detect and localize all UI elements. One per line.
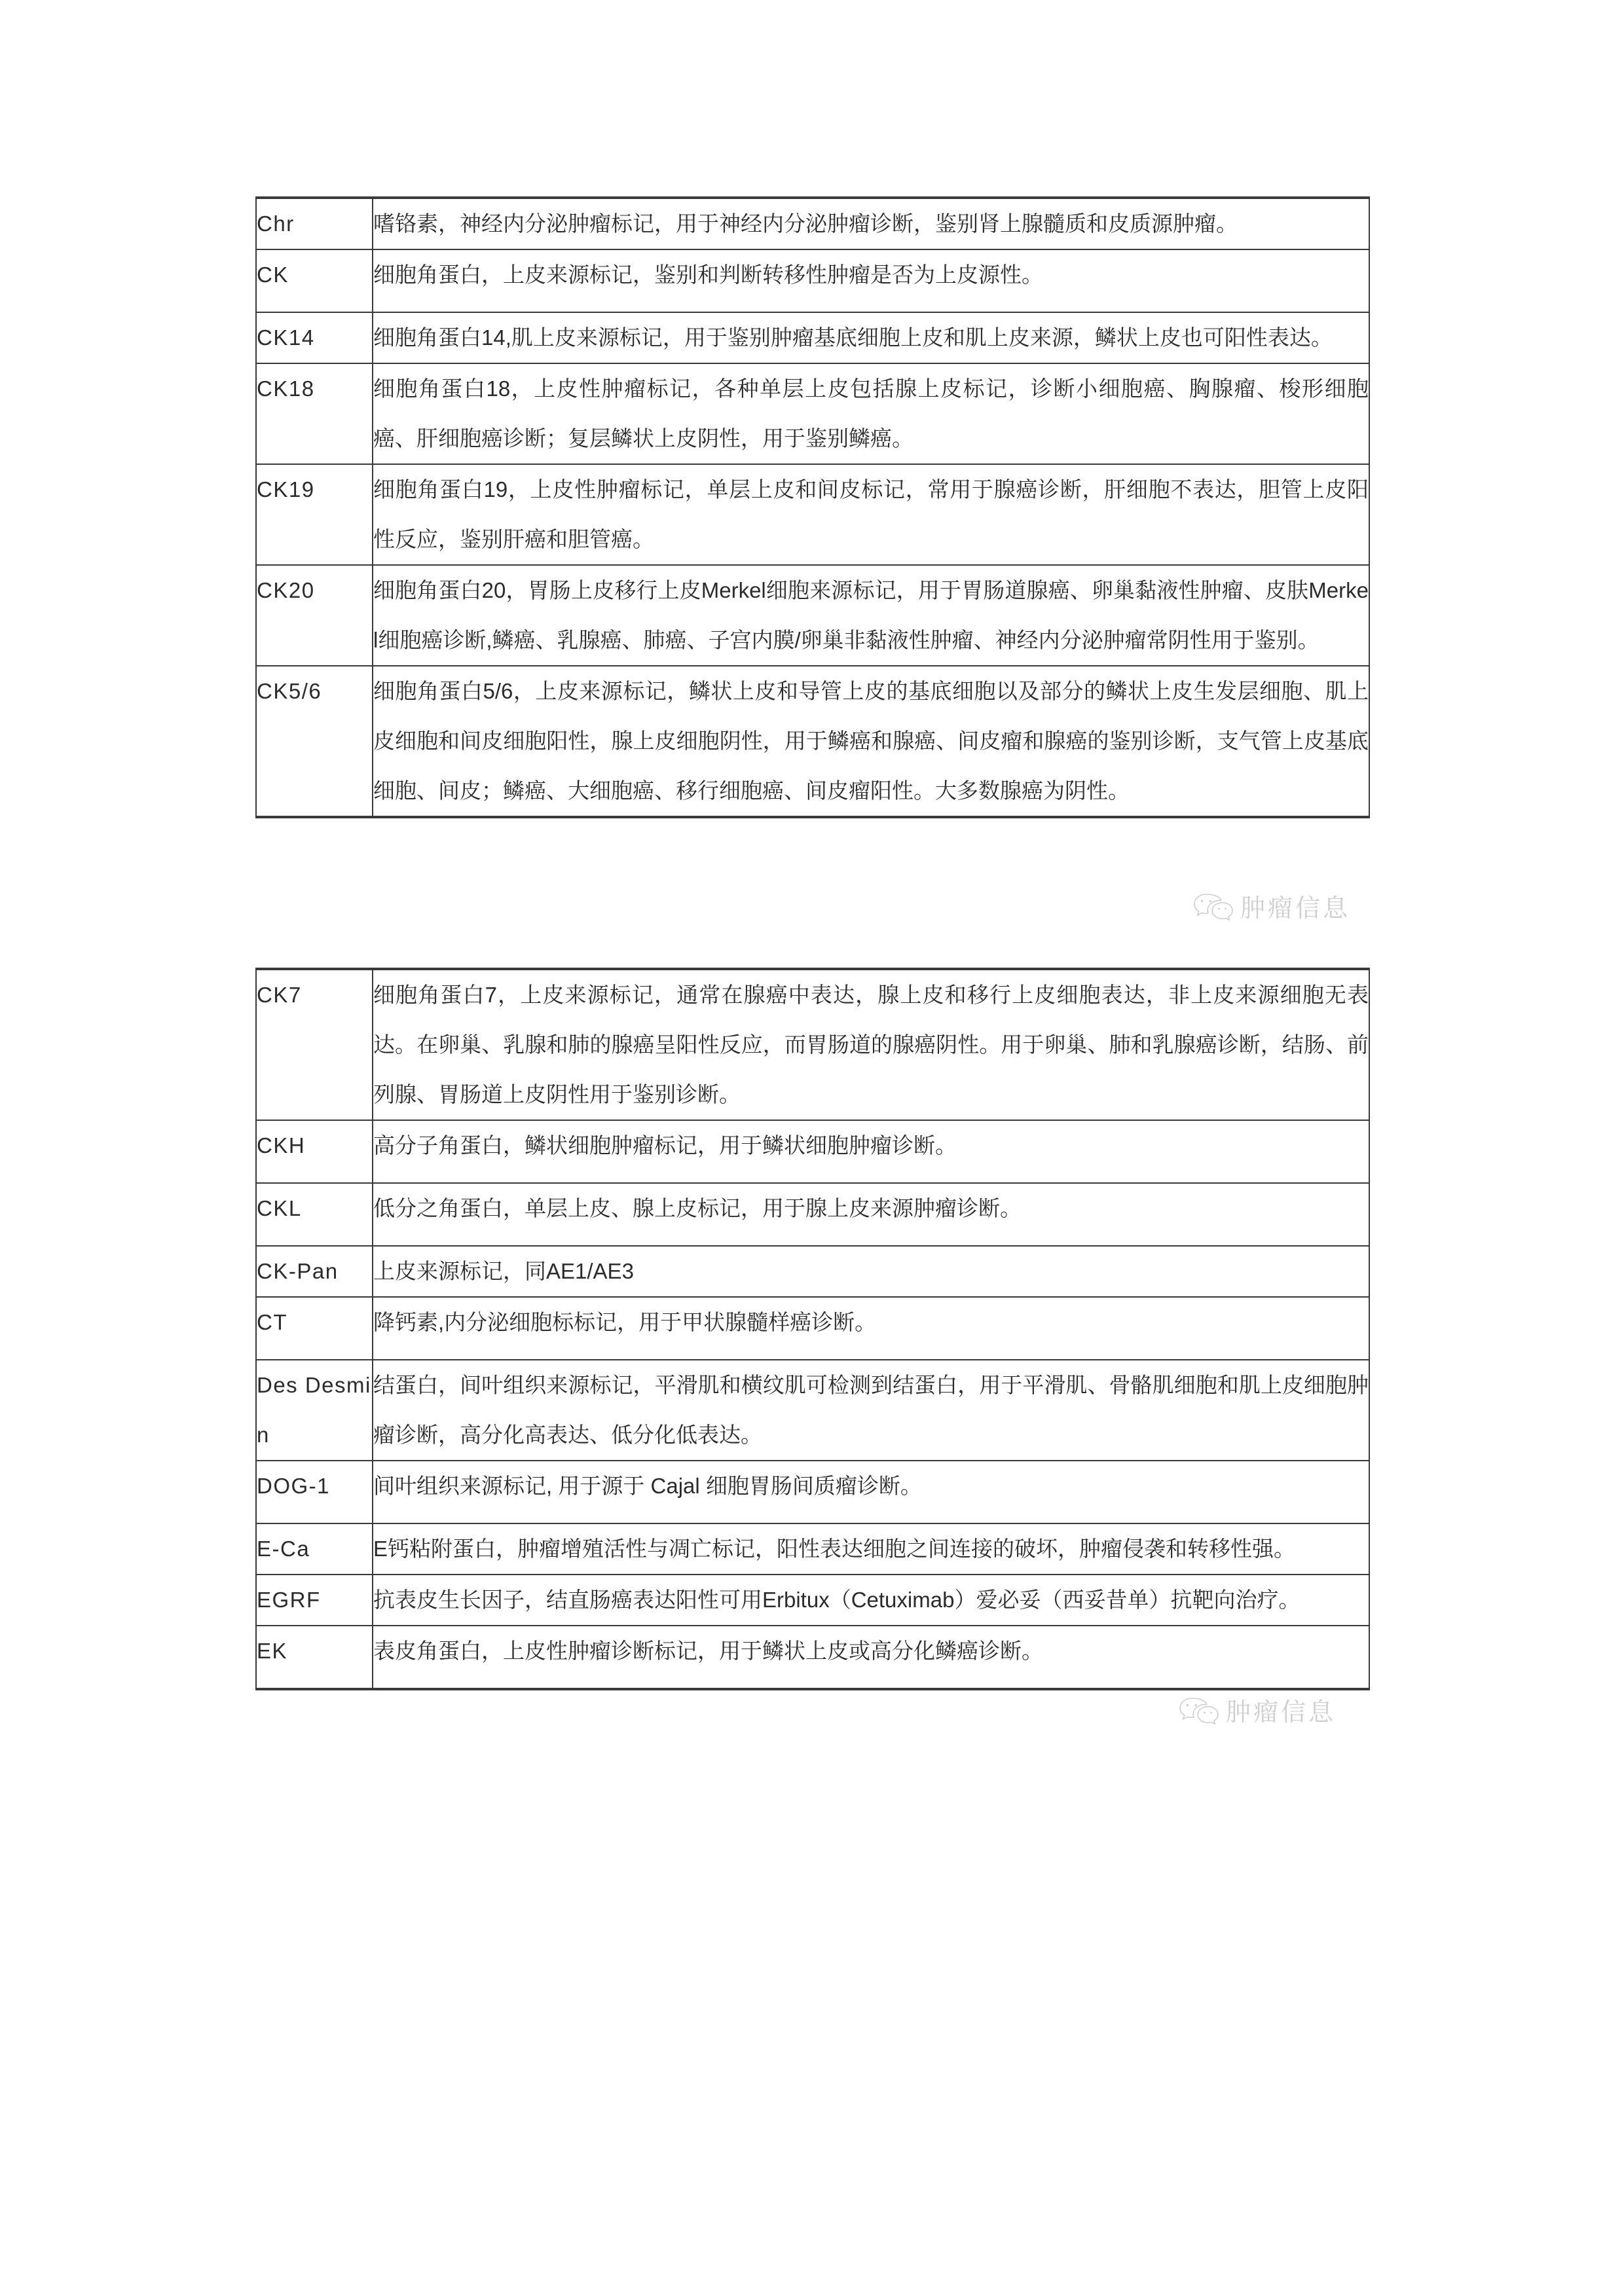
marker-description-cell: 结蛋白，间叶组织来源标记，平滑肌和横纹肌可检测到结蛋白，用于平滑肌、骨骼肌细胞和肌上皮细胞肿瘤诊断，高分化高表达、低分化低表达。 [373, 1360, 1369, 1461]
table-row [256, 1575, 1369, 1626]
watermark-label: 肿瘤信息 [1240, 895, 1351, 922]
marker-table-section-a [255, 196, 1370, 818]
marker-description-cell: 低分之角蛋白，单层上皮、腺上皮标记，用于腺上皮来源肿瘤诊断。 [373, 1183, 1369, 1246]
marker-description-cell: 抗表皮生长因子，结直肠癌表达阳性可用Erbitux（Cetuximab）爱必妥（西妥昔单）抗靶向治疗。 [373, 1575, 1369, 1626]
marker-code-cell: CK-Pan [256, 1246, 373, 1297]
marker-code-cell: CK20 [256, 565, 373, 666]
marker-description-cell: 细胞角蛋白19，上皮性肿瘤标记，单层上皮和间皮标记，常用于腺癌诊断，肝细胞不表达，胆管上皮阳性反应，鉴别肝癌和胆管癌。 [373, 464, 1369, 565]
table-row [256, 312, 1369, 363]
table-row [256, 464, 1369, 565]
marker-code-cell: EK [256, 1626, 373, 1689]
marker-table-body-a [256, 198, 1369, 817]
marker-description-cell: 间叶组织来源标记, 用于源于 Cajal 细胞胃肠间质瘤诊断。 [373, 1461, 1369, 1523]
marker-code-cell: CK19 [256, 464, 373, 565]
marker-description-cell: 嗜铬素，神经内分泌肿瘤标记，用于神经内分泌肿瘤诊断，鉴别肾上腺髓质和皮质源肿瘤。 [373, 198, 1369, 249]
watermark-label: 肿瘤信息 [1226, 1699, 1337, 1726]
marker-description-cell: 细胞角蛋白7，上皮来源标记，通常在腺癌中表达，腺上皮和移行上皮细胞表达，非上皮来源细胞无表达。在卵巢、乳腺和肺的腺癌呈阳性反应，而胃肠道的腺癌阴性。用于卵巢、肺和乳腺癌诊断，结肠、前列腺、胃肠道上皮阴性用于鉴别诊断。 [373, 969, 1369, 1120]
table-row [256, 1360, 1369, 1461]
marker-code-cell: Des Desmin [256, 1360, 373, 1461]
marker-code-cell: EGRF [256, 1575, 373, 1626]
marker-description-cell: 细胞角蛋白，上皮来源标记，鉴别和判断转移性肿瘤是否为上皮源性。 [373, 249, 1369, 312]
table-row [256, 666, 1369, 817]
table-row [256, 249, 1369, 312]
marker-description-cell: 细胞角蛋白14,肌上皮来源标记，用于鉴别肿瘤基底细胞上皮和肌上皮来源，鳞状上皮也可阳性表达。 [373, 312, 1369, 363]
table-row [256, 1523, 1369, 1575]
table-row [256, 1120, 1369, 1183]
table-row [256, 363, 1369, 464]
marker-description-cell: 高分子角蛋白，鳞状细胞肿瘤标记，用于鳞状细胞肿瘤诊断。 [373, 1120, 1369, 1183]
marker-code-cell: CKL [256, 1183, 373, 1246]
wechat-logo-icon [1193, 892, 1234, 920]
table-row [256, 565, 1369, 666]
marker-code-cell: DOG-1 [256, 1461, 373, 1523]
marker-code-cell: CK18 [256, 363, 373, 464]
table-row [256, 1246, 1369, 1297]
marker-code-cell: CK5/6 [256, 666, 373, 817]
marker-code-cell: CK7 [256, 969, 373, 1120]
marker-description-cell: 细胞角蛋白5/6，上皮来源标记，鳞状上皮和导管上皮的基底细胞以及部分的鳞状上皮生发层细胞、肌上皮细胞和间皮细胞阳性，腺上皮细胞阴性，用于鳞癌和腺癌、间皮瘤和腺癌的鉴别诊断，支气管上皮基底细胞、间皮；鳞癌、大细胞癌、移行细胞癌、间皮瘤阳性。大多数腺癌为阴性。 [373, 666, 1369, 817]
marker-code-cell: E-Ca [256, 1523, 373, 1575]
marker-code-cell: CKH [256, 1120, 373, 1183]
marker-table-section-b [255, 968, 1370, 1690]
marker-table-body-b [256, 969, 1369, 1689]
marker-description-cell: 细胞角蛋白20，胃肠上皮移行上皮Merkel细胞来源标记，用于胃肠道腺癌、卵巢黏液性肿瘤、皮肤Merkel细胞癌诊断,鳞癌、乳腺癌、肺癌、子宫内膜/卵巢非黏液性肿瘤、神经内分泌肿瘤常阴性用于鉴别。 [373, 565, 1369, 666]
marker-description-cell: 上皮来源标记，同AE1/AE3 [373, 1246, 1369, 1297]
marker-code-cell: CK14 [256, 312, 373, 363]
marker-code-cell: CK [256, 249, 373, 312]
table-row [256, 1183, 1369, 1246]
table-row [256, 1461, 1369, 1523]
marker-code-cell: Chr [256, 198, 373, 249]
marker-description-cell: E钙粘附蛋白，肿瘤增殖活性与凋亡标记，阳性表达细胞之间连接的破坏，肿瘤侵袭和转移性强。 [373, 1523, 1369, 1575]
wechat-logo-icon [1179, 1696, 1219, 1724]
watermark-lower [1179, 1692, 1336, 1728]
marker-description-cell: 降钙素,内分泌细胞标标记，用于甲状腺髓样癌诊断。 [373, 1297, 1369, 1360]
table-row [256, 969, 1369, 1120]
marker-description-cell: 表皮角蛋白，上皮性肿瘤诊断标记，用于鳞状上皮或高分化鳞癌诊断。 [373, 1626, 1369, 1689]
marker-code-cell: CT [256, 1297, 373, 1360]
table-row [256, 198, 1369, 249]
table-row [256, 1626, 1369, 1689]
watermark-upper [1193, 888, 1350, 924]
table-row [256, 1297, 1369, 1360]
marker-description-cell: 细胞角蛋白18，上皮性肿瘤标记，各种单层上皮包括腺上皮标记，诊断小细胞癌、胸腺瘤、梭形细胞癌、肝细胞癌诊断；复层鳞状上皮阴性，用于鉴别鳞癌。 [373, 363, 1369, 464]
